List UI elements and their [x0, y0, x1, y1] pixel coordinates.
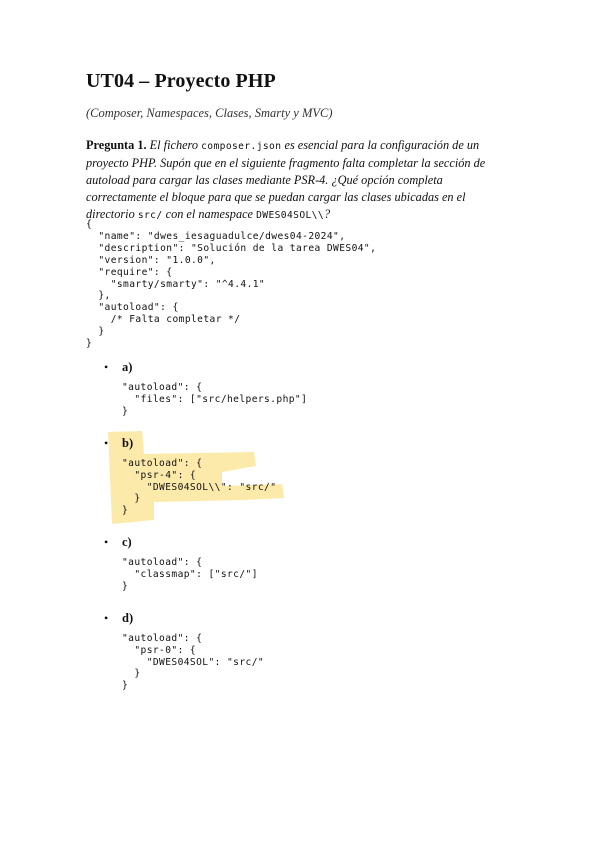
bullet-dot-icon: •: [104, 535, 109, 549]
composer-json-code-block: { "name": "dwes_iesaguadulce/dwes04-2024", "description": "Solución de la tarea DWES04", "version": "1.0.0", "require": { "smarty/smarty": "^4.4.1" }, "autoload": { /* Falta completar */ } }: [86, 219, 377, 350]
bullet-dot-icon: •: [104, 436, 109, 450]
inline-code-namespace: DWES04SOL\\: [256, 210, 325, 222]
bullet-dot-icon: •: [104, 360, 109, 374]
question-text-part-2: es esencial para la configuración de un proyecto PHP. Supón que en el siguiente fragmento falta completar la sección de autoload para cargar las clases mediante PSR-4. ¿Qué opción completa correctamente el bloque para que se puedan cargar las clases ubicadas en el directorio: [86, 138, 486, 222]
option-c-code: "autoload": { "classmap": ["src/"] }: [122, 557, 258, 592]
option-d-code: "autoload": { "psr-0": { "DWES04SOL": "src/" } }: [122, 633, 265, 692]
page-title: UT04 – Proyecto PHP: [86, 70, 276, 92]
question-text-part-4: ?: [324, 207, 331, 222]
question-text-part-1: El fichero: [146, 138, 202, 152]
question-label: Pregunta 1.: [86, 138, 147, 152]
option-b-code: "autoload": { "psr-4": { "DWES04SOL\\": "src/" } }: [122, 458, 277, 517]
option-b[interactable]: [104, 436, 404, 526]
question-text-part-3: con el namespace: [162, 207, 257, 222]
inline-code-src: src/: [137, 210, 163, 222]
option-c-label: c): [122, 535, 132, 549]
option-a-label: a): [122, 360, 133, 374]
option-d-label: d): [122, 611, 134, 625]
bullet-dot-icon: •: [104, 611, 109, 625]
question-text: [86, 137, 516, 224]
option-c[interactable]: [104, 535, 404, 605]
inline-code-composer-json: composer.json: [201, 141, 282, 152]
page-subtitle: (Composer, Namespaces, Clases, Smarty y MVC): [86, 106, 333, 120]
option-a-code: "autoload": { "files": ["src/helpers.php"] }: [122, 382, 308, 417]
option-d[interactable]: [104, 611, 404, 701]
option-a[interactable]: [104, 360, 404, 430]
option-b-label: b): [122, 436, 134, 450]
